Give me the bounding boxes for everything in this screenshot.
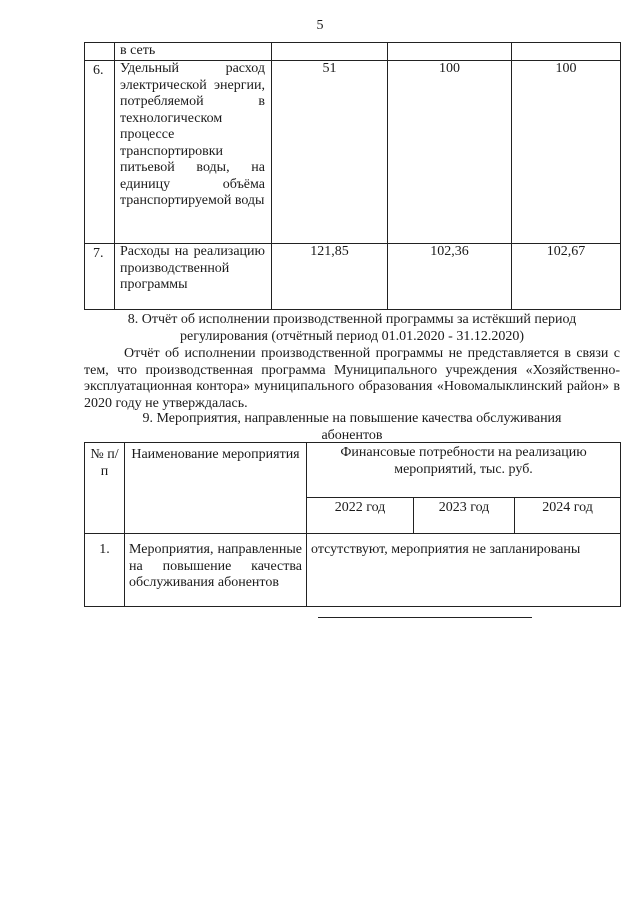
table-row <box>85 244 621 310</box>
measure-name: Мероприятия, направленные на повышение качества обслуживания абонентов <box>129 542 302 590</box>
signature-line <box>318 617 532 618</box>
column-header-name: Наименование мероприятия <box>125 443 307 534</box>
indicator-name-cell <box>115 61 272 244</box>
column-header-finance: Финансовые потребности на реализацию мероприятий, тыс. руб. <box>307 443 621 498</box>
value-2023 <box>388 43 512 61</box>
section-8-heading-line2: регулирования (отчётный период 01.01.2020 - 31.12.2020) <box>180 328 524 344</box>
section-9-heading <box>84 411 620 444</box>
value-2022 <box>272 43 388 61</box>
table-header-row <box>85 443 621 498</box>
value-2023: 102,36 <box>388 244 512 310</box>
indicator-name: в сеть <box>115 43 272 61</box>
section-8-heading <box>84 312 620 345</box>
column-header-number: № п/п <box>85 443 125 534</box>
row-number: 1. <box>85 534 125 607</box>
value-2024: 102,67 <box>512 244 621 310</box>
section-8-heading-line1: 8. Отчёт об исполнении производственной программы за истёкший период <box>127 312 577 327</box>
value-2023: 100 <box>388 61 512 244</box>
value-2022: 121,85 <box>272 244 388 310</box>
indicators-table <box>84 42 621 310</box>
table-row <box>85 61 621 244</box>
page-number: 5 <box>316 18 324 33</box>
section-9-heading-line1: 9. Мероприятия, направленные на повышение качества обслуживания <box>142 411 562 426</box>
value-2024: 100 <box>512 61 621 244</box>
year-header: 2023 год <box>414 498 515 534</box>
row-number: 6. <box>85 61 115 244</box>
row-number: 7. <box>85 244 115 310</box>
measure-name-cell <box>125 534 307 607</box>
table-row <box>85 43 621 61</box>
value-2022: 51 <box>272 61 388 244</box>
measures-table <box>84 442 621 607</box>
section-9-heading-line2: абонентов <box>321 427 383 443</box>
row-number <box>85 43 115 61</box>
year-header: 2022 год <box>307 498 414 534</box>
section-8-body: Отчёт об исполнении производственной программы не представляется в связи с тем, что производственная программа Муниципального учреждения «Хозяйственно-эксплуатационная контора» муниципального образования «Новомалыклинский район» в 2020 году не утверждалась. <box>84 346 620 411</box>
indicator-name: Расходы на реализацию производственной программы <box>120 244 265 292</box>
value-2024 <box>512 43 621 61</box>
measure-value: отсутствуют, мероприятия не запланированы <box>307 534 621 607</box>
indicator-name: Удельный расход электрической энергии, потребляемой в технологическом процессе транспортировки питьевой воды, на единицу объёма транспортируемой воды <box>120 61 265 208</box>
indicator-name-cell <box>115 244 272 310</box>
table-row <box>85 534 621 607</box>
year-header: 2024 год <box>515 498 621 534</box>
